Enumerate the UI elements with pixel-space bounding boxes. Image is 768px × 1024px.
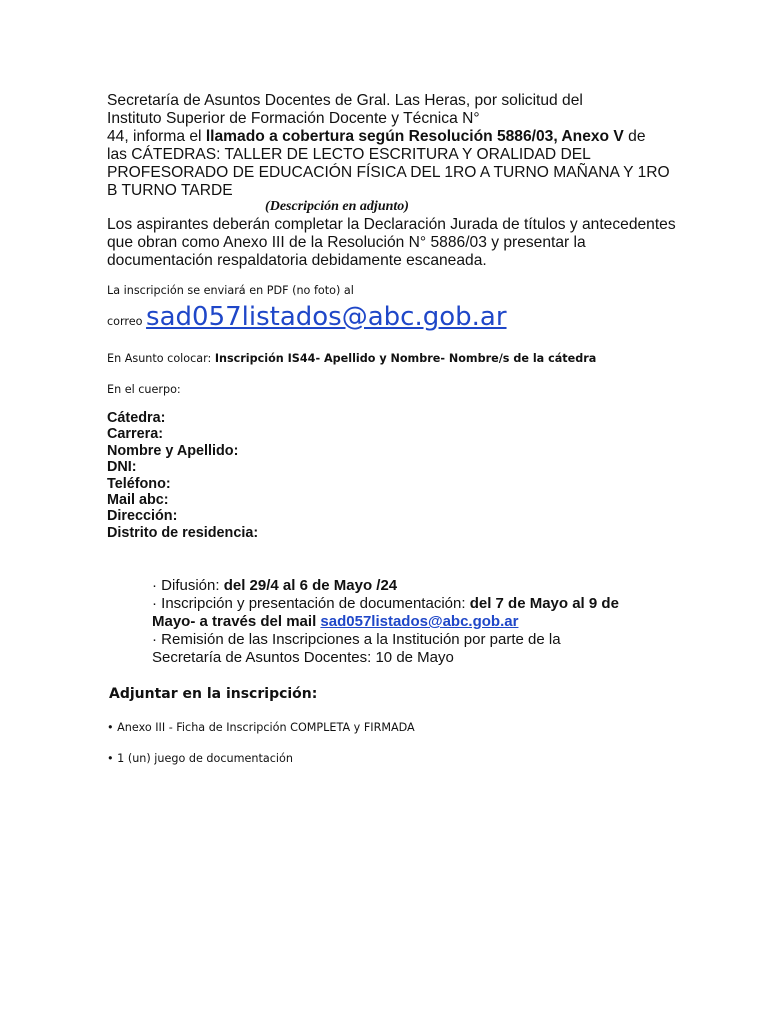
schedule-list bbox=[152, 577, 652, 667]
cuerpo-label: En el cuerpo: bbox=[107, 383, 181, 396]
email-link[interactable]: sad057listados@abc.gob.ar bbox=[146, 302, 507, 332]
correo-row bbox=[107, 302, 507, 332]
intro-line: B TURNO TARDE bbox=[107, 182, 233, 199]
field-nombre-apellido: Nombre y Apellido: bbox=[107, 442, 239, 459]
schedule-remision-cont: Secretaría de Asuntos Docentes: 10 de Mayo bbox=[152, 649, 454, 666]
adjuntar-item-documentacion: • 1 (un) juego de documentación bbox=[107, 752, 293, 765]
schedule-difusion bbox=[152, 577, 652, 595]
difusion-label: · Difusión: bbox=[152, 577, 224, 594]
field-dni: DNI: bbox=[107, 459, 137, 476]
aspirantes-line: Los aspirantes deberán completar la Declaración Jurada de títulos y antecedentes bbox=[107, 216, 676, 233]
intro-text: 44, informa el bbox=[107, 128, 206, 145]
correo-label: correo bbox=[107, 315, 147, 328]
intro-line: Secretaría de Asuntos Docentes de Gral. Las Heras, por solicitud del bbox=[107, 92, 583, 109]
aspirantes-paragraph bbox=[107, 216, 677, 270]
description-note: (Descripción en adjunto) bbox=[265, 199, 409, 214]
field-direccion: Dirección: bbox=[107, 508, 178, 525]
intro-line: Instituto Superior de Formación Docente y Técnica N° bbox=[107, 110, 480, 127]
field-distrito: Distrito de residencia: bbox=[107, 524, 259, 541]
field-mail: Mail abc: bbox=[107, 492, 169, 509]
aspirantes-line: documentación respaldatoria debidamente escaneada. bbox=[107, 252, 487, 269]
asunto-line bbox=[107, 352, 596, 366]
body-fields-list bbox=[107, 410, 258, 541]
intro-paragraph bbox=[107, 92, 677, 200]
field-telefono: Teléfono: bbox=[107, 475, 171, 492]
field-catedra: Cátedra: bbox=[107, 410, 166, 426]
resolution-highlight: llamado a cobertura según Resolución 5886/03, Anexo V bbox=[205, 128, 624, 145]
difusion-value: del 29/4 al 6 de Mayo /24 bbox=[223, 577, 398, 594]
intro-line: las CÁTEDRAS: TALLER DE LECTO ESCRITURA Y ORALIDAD DEL bbox=[107, 146, 591, 163]
inscripcion-value-2: Mayo- a través del mail bbox=[152, 613, 321, 630]
inscripcion-note: La inscripción se enviará en PDF (no foto) al bbox=[107, 284, 354, 297]
asunto-label: En Asunto colocar: bbox=[107, 352, 215, 365]
schedule-inscripcion bbox=[152, 595, 652, 613]
intro-line: PROFESORADO DE EDUCACIÓN FÍSICA DEL 1RO A TURNO MAÑANA Y 1RO bbox=[107, 164, 670, 181]
schedule-inscripcion-cont bbox=[152, 613, 652, 631]
inscripcion-value: del 7 de Mayo al 9 de bbox=[469, 595, 619, 612]
aspirantes-line: que obran como Anexo III de la Resolución N° 5886/03 y presentar la bbox=[107, 234, 586, 251]
intro-text: de bbox=[623, 128, 646, 145]
adjuntar-title: Adjuntar en la inscripción: bbox=[109, 686, 318, 702]
field-carrera: Carrera: bbox=[107, 426, 163, 443]
schedule-remision: · Remisión de las Inscripciones a la Institución por parte de la bbox=[152, 631, 561, 648]
schedule-email-link[interactable]: sad057listados@abc.gob.ar bbox=[320, 613, 519, 630]
adjuntar-item-anexo: • Anexo III - Ficha de Inscripción COMPLETA y FIRMADA bbox=[107, 721, 415, 734]
inscripcion-label: · Inscripción y presentación de documentación: bbox=[152, 595, 470, 612]
intro-line bbox=[107, 128, 677, 146]
asunto-value: Inscripción IS44- Apellido y Nombre- Nombre/s de la cátedra bbox=[214, 352, 597, 365]
